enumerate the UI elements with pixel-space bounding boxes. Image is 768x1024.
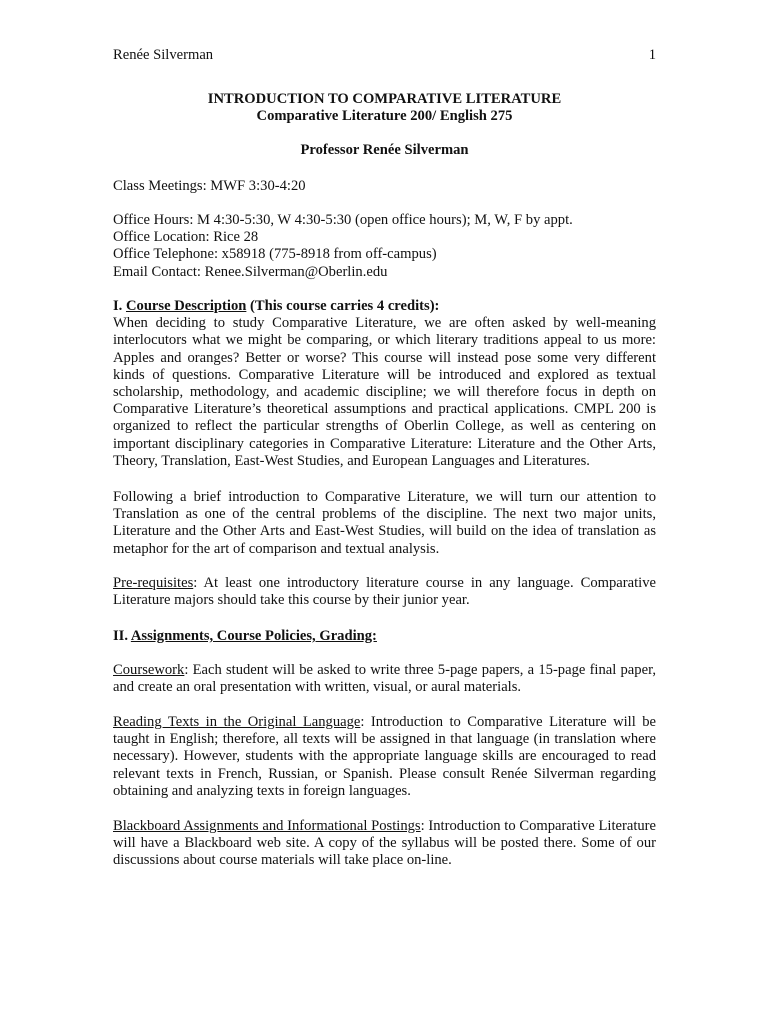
overview-paragraph-block: [113, 489, 656, 558]
course-title: INTRODUCTION TO COMPARATIVE LITERATURE: [207, 91, 562, 107]
office-location: Office Location: Rice 28: [113, 229, 259, 246]
section-number: I.: [113, 298, 126, 314]
section-heading: [113, 628, 656, 645]
course-numbers: Comparative Literature 200/ English 275: [256, 108, 513, 124]
page-number: 1: [648, 47, 656, 63]
section-2-heading-block: [113, 628, 656, 645]
original-language-label: Reading Texts in the Original Language: [113, 714, 361, 730]
email-contact: Email Contact: Renee.Silverman@Oberlin.edu: [113, 263, 388, 280]
contact-info: [113, 212, 656, 281]
blackboard-label: Blackboard Assignments and Informational Postings: [113, 818, 421, 834]
document-page: [113, 0, 656, 1024]
section-title: Course Description: [125, 298, 247, 314]
course-description-section: [113, 298, 656, 470]
prerequisites-paragraph: [113, 575, 656, 609]
office-hours: Office Hours: M 4:30-5:30, W 4:30-5:30 (open office hours); M, W, F by appt.: [113, 212, 573, 228]
section-heading: [113, 298, 656, 315]
office-telephone: Office Telephone: x58918 (775-8918 from off-campus): [113, 246, 437, 263]
overview-paragraph: Following a brief introduction to Comparative Literature, we will turn our attention to Translation as one of the central problems of the discipline. The next two major units, Literature and the Other Arts and East-West Studies, will build on the idea of translation as metaphor for the art of comparison and textual analysis.: [113, 489, 656, 557]
prerequisites-label: Pre-requisites: [113, 575, 194, 591]
prerequisites-block: [113, 575, 656, 609]
coursework-label: Coursework: [113, 662, 185, 678]
title-block: [113, 91, 656, 159]
blackboard-block: [113, 818, 656, 870]
original-language-text: : Introduction to Comparative Literature will be taught in English; therefore, all texts will be assigned in that language (in translation where necessary). However, students with the appropriate language skills are encouraged to read relevant texts in French, Russian, or Spanish. Please consult Renée Silverman regarding obtaining and analyzing texts in foreign languages.: [113, 714, 656, 799]
coursework-paragraph: [113, 662, 656, 696]
blackboard-text: : Introduction to Comparative Literature will have a Blackboard web site. A copy of the syllabus will be posted there. Some of our discussions about course materials will take place on-line.: [113, 818, 657, 869]
header-author: Renée Silverman: [113, 47, 214, 63]
section-number: II.: [113, 628, 131, 644]
course-description-paragraph: When deciding to study Comparative Literature, we are often asked by well-meaning interlocutors what we might be comparing, or which literary traditions appeal to us more: Apples and oranges? Better or worse? This course will instead pose some very different kinds of questions. Comparative Literature will be introduced and explored as textual scholarship, methodology, and academic discipline; we will therefore focus in depth on Comparative Literature’s theoretical assumptions and practical applications. CMPL 200 is organized to reflect the particular strengths of Oberlin College, as well as centering on important disciplinary categories in Comparative Literature: Literature and the Other Arts, Theory, Translation, East-West Studies, and European Languages and Literatures.: [113, 315, 656, 469]
prerequisites-text: : At least one introductory literature course in any language. Comparative Literature majors should take this course by their junior year.: [113, 575, 656, 609]
coursework-block: [113, 662, 656, 696]
class-meetings-text: Class Meetings: MWF 3:30-4:20: [113, 178, 306, 194]
running-header: [113, 45, 656, 65]
blackboard-paragraph: [113, 818, 656, 870]
section-title: Assignments, Course Policies, Grading:: [130, 628, 377, 644]
professor-name: Professor Renée Silverman: [300, 142, 469, 158]
original-language-block: [113, 714, 656, 800]
credits-note: (This course carries 4 credits):: [246, 298, 440, 314]
class-meetings: [113, 178, 656, 195]
coursework-text: : Each student will be asked to write three 5-page papers, a 15-page final paper, and create an oral presentation with written, visual, or aural materials.: [113, 662, 656, 696]
original-language-paragraph: [113, 714, 656, 800]
